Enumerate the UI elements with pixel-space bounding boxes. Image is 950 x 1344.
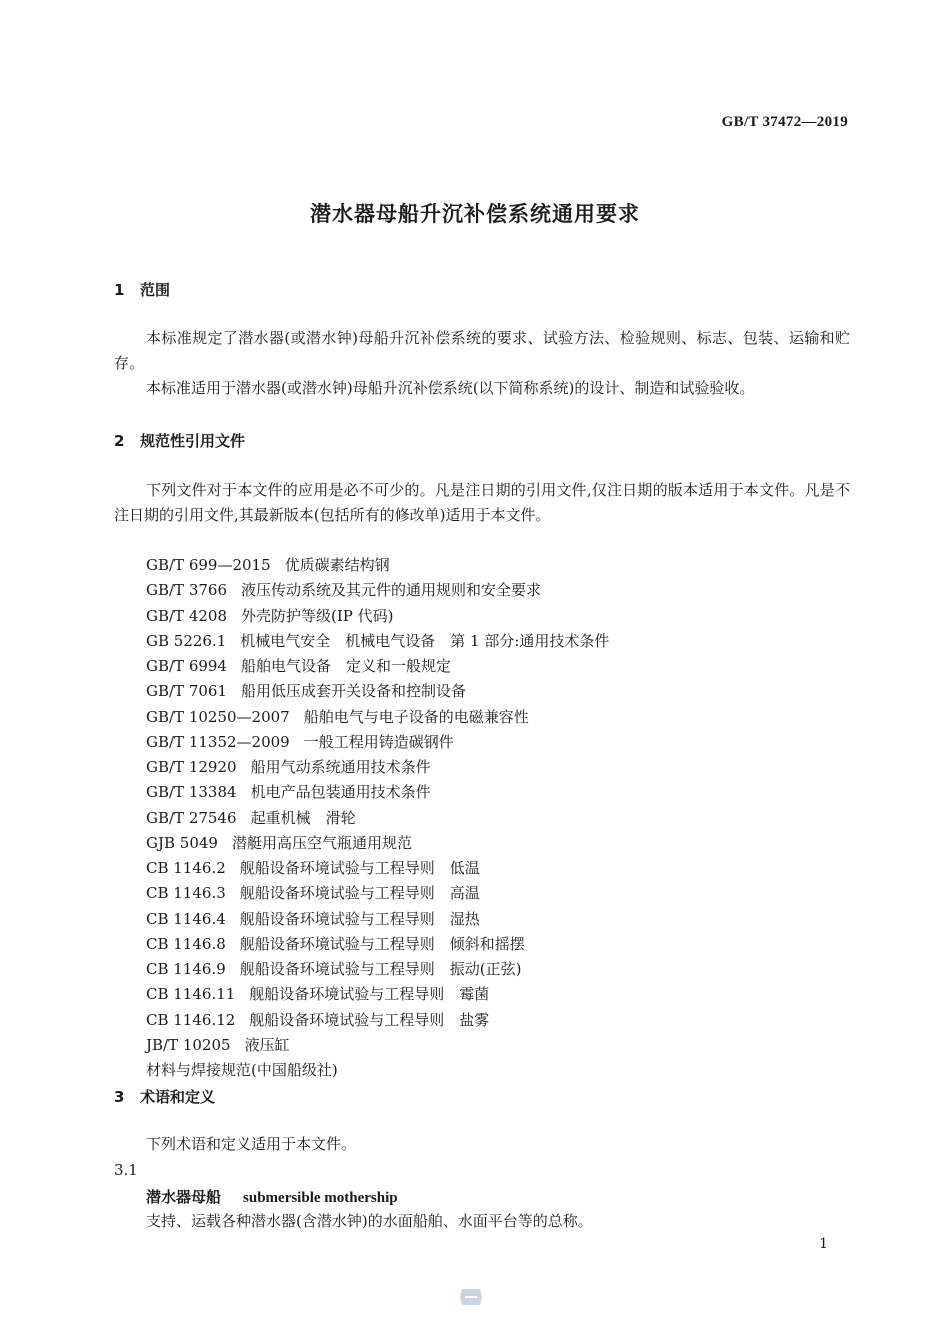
reference-code: GB 5226.1 xyxy=(146,631,227,650)
reference-item xyxy=(146,654,451,679)
section-number: 1 xyxy=(114,281,125,299)
reference-item xyxy=(146,957,521,982)
section-number: 3 xyxy=(114,1088,125,1106)
reference-title: 船用气动系统通用技术条件 xyxy=(250,758,431,776)
reference-title: 舰船设备环境试验与工程导则 霉菌 xyxy=(249,985,490,1004)
term-definition: 支持、运载各种潜水器(含潜水钟)的水面船舶、水面平台等的总称。 xyxy=(146,1212,593,1230)
term-english: submersible mothership xyxy=(243,1190,398,1206)
section-title: 规范性引用文件 xyxy=(140,432,246,450)
reference-code: CB 1146.2 xyxy=(146,859,226,877)
section-3-heading xyxy=(114,1086,215,1107)
reference-title: 液压缸 xyxy=(244,1035,290,1054)
reference-item xyxy=(146,1033,290,1058)
reference-code: GB/T 7061 xyxy=(146,682,228,701)
reference-item xyxy=(146,806,356,831)
reference-code: GB/T 13384 xyxy=(146,783,237,802)
reference-title: 舰船设备环境试验与工程导则 高温 xyxy=(239,884,480,903)
reference-item xyxy=(146,730,454,755)
reference-title: 船舶电气与电子设备的电磁兼容性 xyxy=(303,707,529,726)
reference-item xyxy=(146,755,431,780)
reference-item xyxy=(146,679,466,704)
reference-item xyxy=(146,982,489,1007)
reference-code: GB/T 3766 xyxy=(146,581,228,600)
section-3-intro: 下列术语和定义适用于本文件。 xyxy=(146,1135,357,1153)
reference-title: 材料与焊接规范(中国船级社) xyxy=(146,1061,338,1079)
term-chinese: 潜水器母船 xyxy=(146,1188,222,1206)
reference-item xyxy=(146,932,525,957)
reference-code: GJB 5049 xyxy=(146,833,218,852)
reference-code: GB/T 10250—2007 xyxy=(146,707,290,726)
reference-title: 液压传动系统及其元件的通用规则和安全要求 xyxy=(241,581,542,600)
term-entry xyxy=(146,1186,398,1207)
document-title: 潜水器母船升沉补偿系统通用要求 xyxy=(310,202,640,226)
reference-code: CB 1146.4 xyxy=(146,909,226,928)
reference-title: 舰船设备环境试验与工程导则 低温 xyxy=(239,859,480,877)
section-1-heading xyxy=(114,279,170,300)
reference-item xyxy=(146,578,541,603)
section-number: 2 xyxy=(114,432,125,450)
reference-code: GB/T 699—2015 xyxy=(146,556,271,574)
clause-number: 3.1 xyxy=(114,1161,138,1179)
reference-item xyxy=(146,881,480,906)
reference-title: 机械电气安全 机械电气设备 第 1 部分:通用技术条件 xyxy=(240,631,610,650)
reference-item xyxy=(146,780,431,805)
reference-code: JB/T 10205 xyxy=(146,1035,231,1054)
reference-title: 舰船设备环境试验与工程导则 倾斜和摇摆 xyxy=(239,934,525,953)
page-number: 1 xyxy=(819,1236,828,1252)
reference-title: 船用低压成套开关设备和控制设备 xyxy=(241,682,467,701)
reference-title: 优质碳素结构钢 xyxy=(284,556,390,574)
reference-item xyxy=(146,705,529,730)
reference-item xyxy=(146,1008,489,1033)
section-title: 范围 xyxy=(140,281,171,299)
reference-item xyxy=(146,1058,338,1083)
reference-code: GB/T 4208 xyxy=(146,606,228,625)
sac-logo-icon xyxy=(458,1286,484,1308)
reference-item xyxy=(146,604,394,629)
reference-code: GB/T 12920 xyxy=(146,758,237,776)
reference-item xyxy=(146,856,480,881)
section-title: 术语和定义 xyxy=(140,1088,216,1106)
reference-code: CB 1146.8 xyxy=(146,934,226,953)
reference-title: 舰船设备环境试验与工程导则 盐雾 xyxy=(249,1010,490,1029)
standard-code: GB/T 37472—2019 xyxy=(721,114,848,130)
reference-item xyxy=(146,907,480,932)
reference-code: GB/T 11352—2009 xyxy=(146,732,290,751)
reference-code: CB 1146.11 xyxy=(146,985,236,1004)
reference-item xyxy=(146,553,390,578)
reference-title: 船舶电气设备 定义和一般规定 xyxy=(241,657,452,675)
reference-title: 机电产品包装通用技术条件 xyxy=(250,783,431,802)
reference-title: 外壳防护等级(IP 代码) xyxy=(241,606,394,625)
reference-title: 潜艇用高压空气瓶通用规范 xyxy=(231,833,412,852)
reference-code: GB/T 6994 xyxy=(146,657,228,675)
section-2-intro: 下列文件对于本文件的应用是必不可少的。凡是注日期的引用文件,仅注日期的版本适用于本文件。凡是不注日期的引用文件,其最新版本(包括所有的修改单)适用于本文件。 xyxy=(114,481,850,524)
section-1-paragraph-2: 本标准适用于潜水器(或潜水钟)母船升沉补偿系统(以下简称系统)的设计、制造和试验验收。 xyxy=(146,379,755,397)
reference-code: CB 1146.12 xyxy=(146,1010,236,1029)
section-1-paragraph-1: 本标准规定了潜水器(或潜水钟)母船升沉补偿系统的要求、试验方法、检验规则、标志、包装、运输和贮存。 xyxy=(114,329,850,372)
reference-code: CB 1146.3 xyxy=(146,884,226,903)
reference-item xyxy=(146,831,412,856)
reference-code: GB/T 27546 xyxy=(146,808,237,827)
reference-title: 舰船设备环境试验与工程导则 湿热 xyxy=(239,909,480,928)
reference-code: CB 1146.9 xyxy=(146,960,226,978)
reference-item xyxy=(146,629,609,654)
reference-title: 起重机械 滑轮 xyxy=(250,808,356,827)
reference-title: 一般工程用铸造碳钢件 xyxy=(303,732,454,751)
section-2-heading xyxy=(114,430,245,451)
reference-title: 舰船设备环境试验与工程导则 振动(正弦) xyxy=(239,960,522,978)
